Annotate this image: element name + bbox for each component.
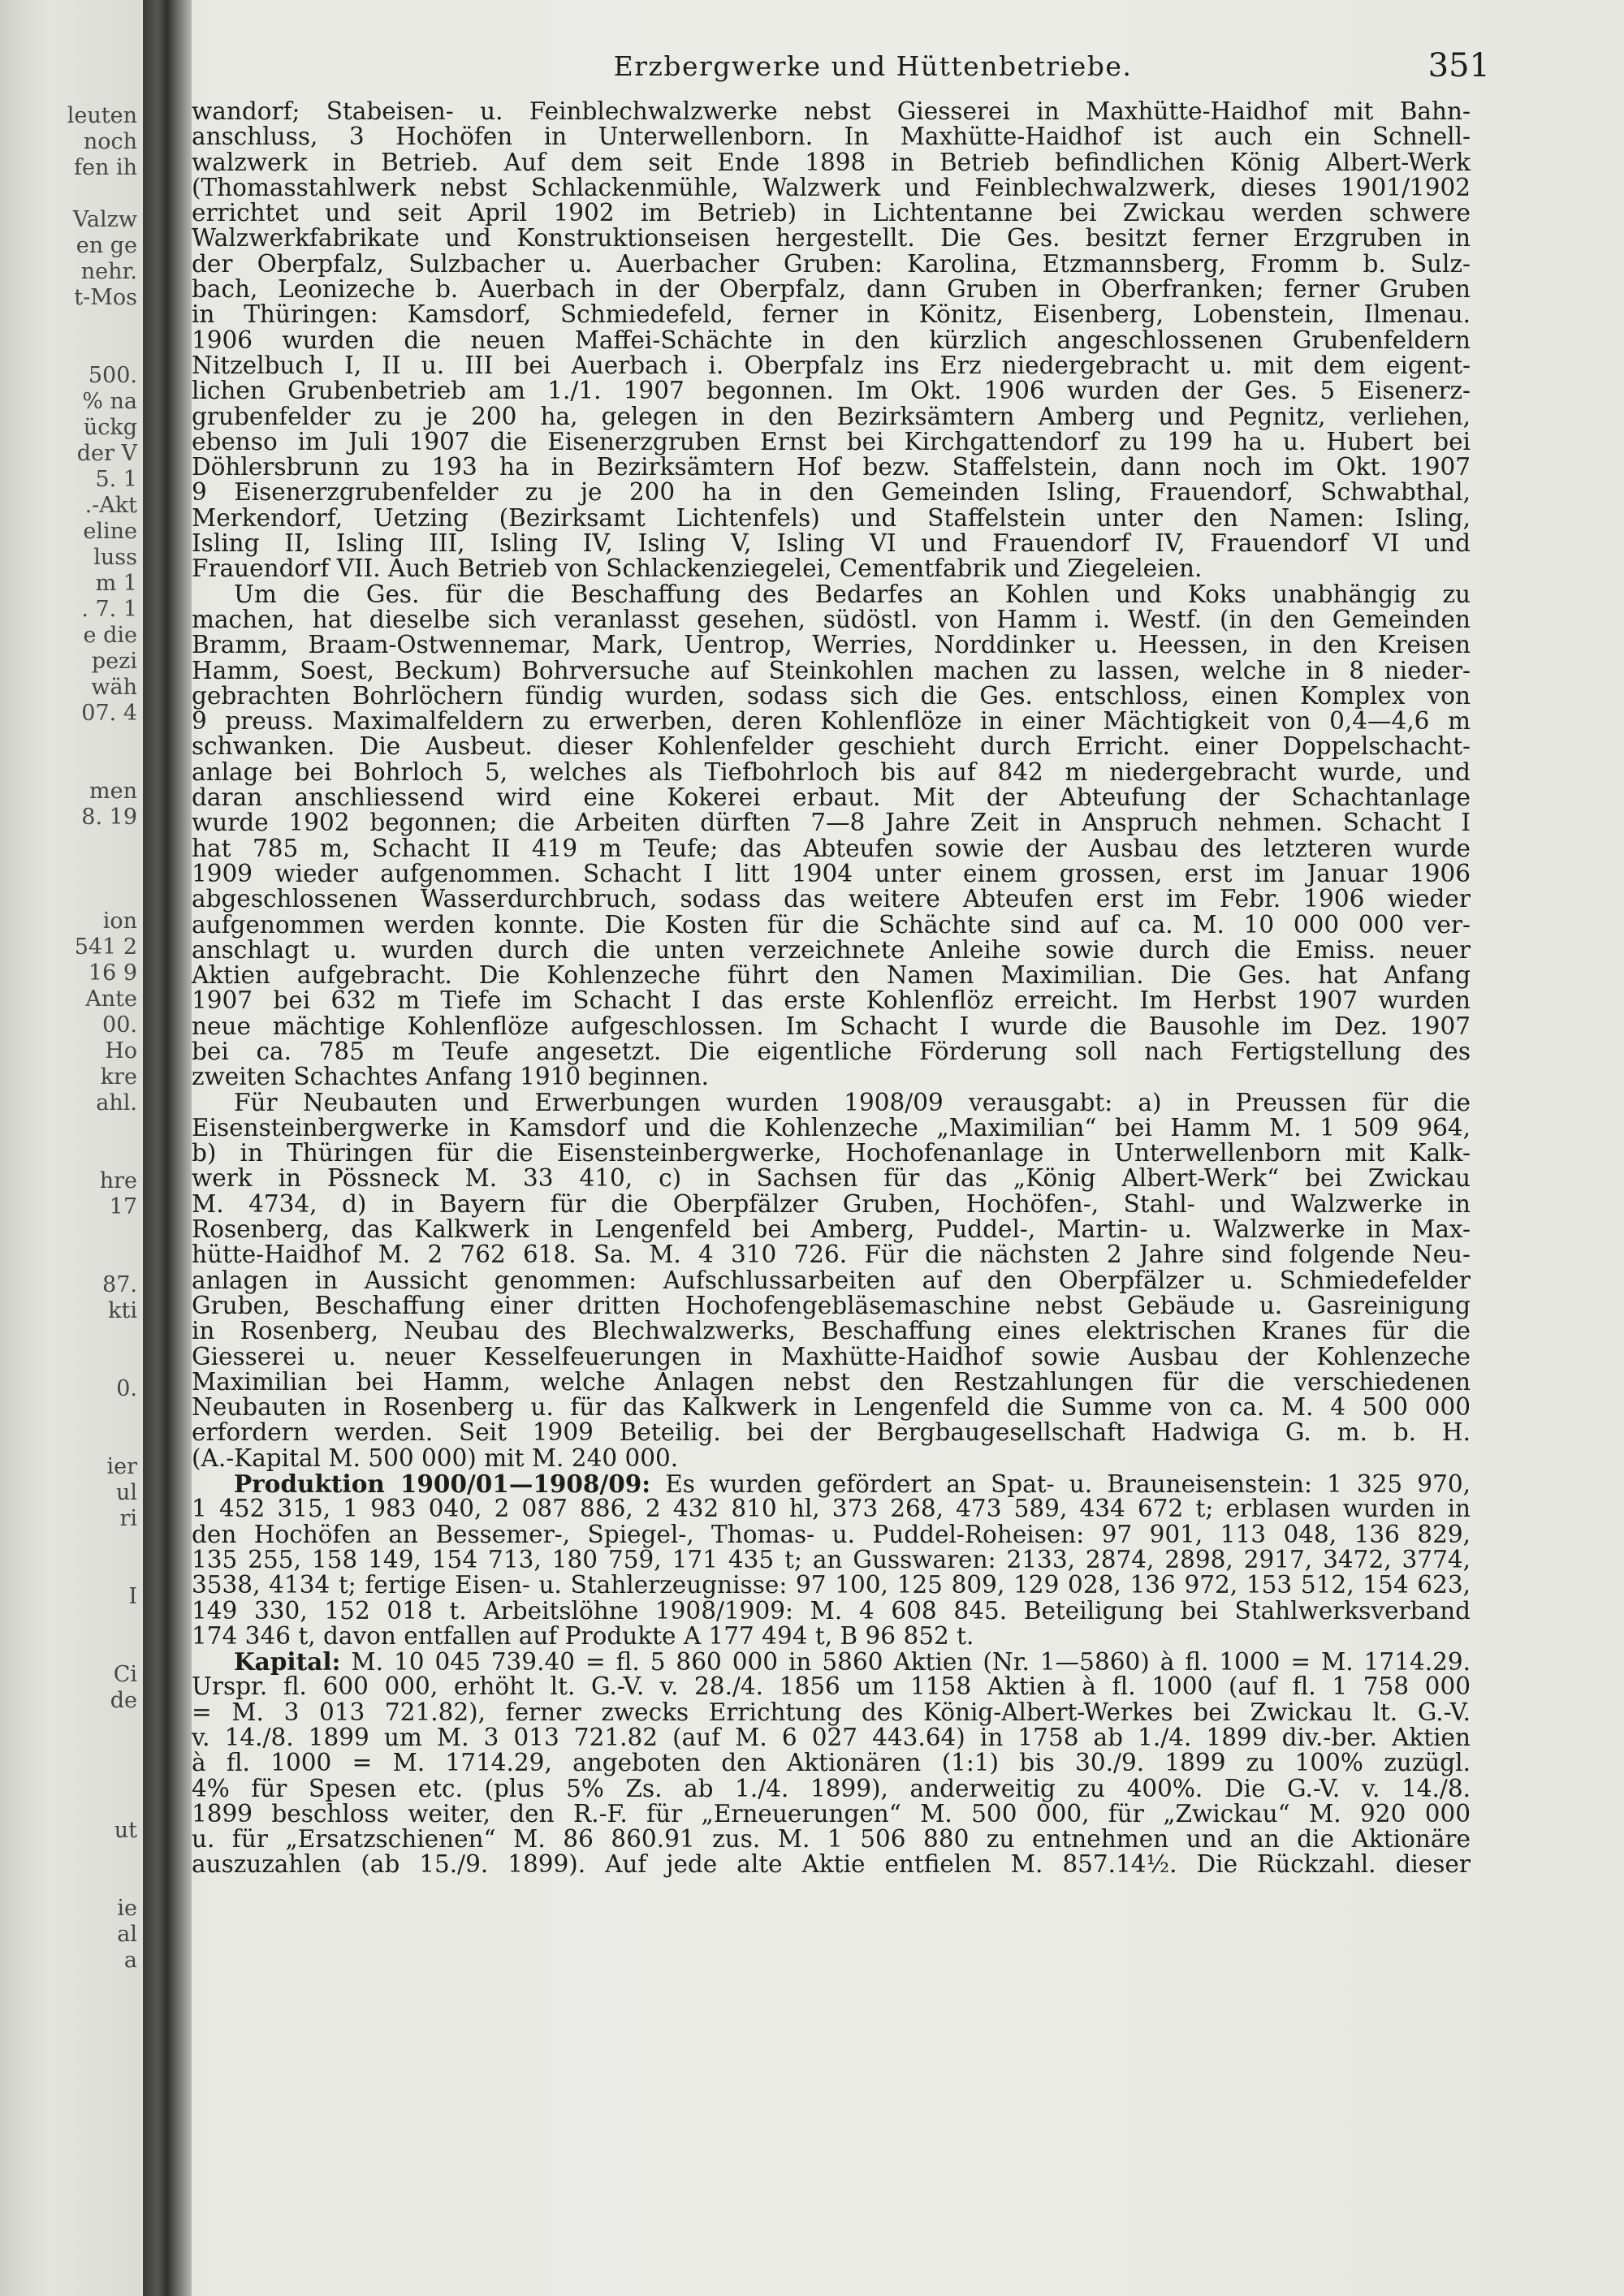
adjacent-page-text: 5. 1 bbox=[95, 467, 137, 492]
adjacent-page-text: pezi bbox=[91, 649, 137, 674]
text-line bbox=[192, 378, 1471, 404]
adjacent-page-text: 07. 4 bbox=[81, 701, 137, 726]
line-text: 3538, 4134 t; fertige Eisen- u. Stahlerzeugnisse: 97 100, 125 809, 129 028, 136 972, 153 512, 154 623, bbox=[192, 1571, 1471, 1599]
text-line bbox=[192, 681, 1471, 710]
text-line bbox=[192, 1268, 1471, 1293]
text-line bbox=[192, 1014, 1471, 1039]
text-line bbox=[192, 150, 1471, 175]
text-line bbox=[192, 480, 1471, 505]
line-text: Nitzelbuch I, II u. III bei Auerbach i. Oberpfalz ins Erz niedergebracht u. mit dem eigent- bbox=[192, 351, 1471, 379]
text-line bbox=[192, 1827, 1471, 1852]
text-line bbox=[192, 277, 1471, 302]
adjacent-page-text: al bbox=[117, 1922, 137, 1947]
line-text: in Rosenberg, Neubau des Blechwalzwerks, Beschaffung eines elektrischen Kranes für die bbox=[192, 1317, 1471, 1345]
adjacent-page-text: ul bbox=[115, 1480, 137, 1505]
text-line bbox=[192, 1725, 1471, 1750]
line-text: Rosenberg, das Kalkwerk in Lengenfeld bei Amberg, Puddel-, Martin- u. Walzwerke in Max- bbox=[192, 1215, 1471, 1244]
text-line bbox=[192, 1522, 1471, 1547]
line-text: Walzwerkfabrikate und Konstruktionseisen hergestellt. Die Ges. besitzt ferner Erzgruben in bbox=[192, 224, 1471, 252]
adjacent-page-text: de bbox=[110, 1688, 137, 1713]
text-line bbox=[192, 1166, 1471, 1191]
line-text: 1907 bei 632 m Tiefe im Schacht I das erste Kohlenflöz erreicht. Im Herbst 1907 wurden bbox=[192, 986, 1471, 1015]
text-line bbox=[192, 785, 1471, 810]
adjacent-page-text: 17 bbox=[109, 1194, 137, 1219]
line-text: Für Neubauten und Erwerbungen wurden 1908/09 verausgabt: a) in Preussen für die bbox=[234, 1088, 1471, 1116]
line-text: Neubauten in Rosenberg u. für das Kalkwerk in Lengenfeld die Summe von ca. M. 4 500 000 bbox=[192, 1393, 1471, 1422]
line-text: 1 452 315, 1 983 040, 2 087 886, 2 432 810 hl, 373 268, 473 589, 434 672 t; erblasen wurden in bbox=[192, 1495, 1471, 1523]
line-text: 9 preuss. Maximalfeldern zu erwerben, deren Kohlenflöze in einer Mächtigkeit von 0,4—4,6 m bbox=[192, 707, 1471, 736]
body-text bbox=[192, 99, 1471, 1878]
text-line bbox=[192, 1750, 1471, 1776]
adjacent-page-text: ie bbox=[117, 1896, 137, 1921]
text-line bbox=[192, 1420, 1471, 1445]
adjacent-page-text: 0. bbox=[116, 1376, 137, 1401]
adjacent-page-text: 8. 19 bbox=[81, 805, 137, 830]
line-text: Gruben, Beschaffung einer dritten Hochofengebläsemaschine nebst Gebäude u. Gasreinigung bbox=[192, 1291, 1471, 1319]
text-line bbox=[192, 1242, 1471, 1267]
line-text: Hamm, Soest, Beckum) Bohrversuche auf Steinkohlen machen zu lassen, welche in 8 nieder- bbox=[192, 656, 1471, 684]
text-line bbox=[192, 1547, 1471, 1573]
line-text: 1899 beschloss weiter, den R.-F. für „Erneuerungen“ M. 500 000, für „Zwickau“ M. 920 000 bbox=[192, 1799, 1471, 1828]
adjacent-page-text: wäh bbox=[91, 675, 137, 700]
line-text: Isling II, Isling III, Isling IV, Isling V, Isling VI und Frauendorf IV, Frauendorf VI und bbox=[192, 529, 1471, 558]
text-line bbox=[192, 935, 1471, 964]
adjacent-page-text: ückg bbox=[83, 415, 137, 440]
adjacent-page-fragment bbox=[0, 0, 142, 2296]
text-line bbox=[192, 836, 1471, 861]
adjacent-page-text: t-Mos bbox=[74, 285, 137, 310]
line-text: wurde 1902 begonnen; die Arbeiten dürften 7—8 Jahre Zeit in Anspruch nehmen. Schacht I bbox=[192, 809, 1471, 837]
adjacent-page-text: 00. bbox=[102, 1012, 137, 1038]
adjacent-page-text: ier bbox=[106, 1454, 137, 1479]
line-text: werk in Pössneck M. 33 410, c) in Sachsen für das „König Albert-Werk“ bei Zwickau bbox=[192, 1164, 1471, 1193]
line-text: lichen Grubenbetrieb am 1./1. 1907 begonnen. Im Okt. 1906 wurden der Ges. 5 Eisenerz- bbox=[192, 377, 1471, 405]
text-line bbox=[192, 582, 1471, 607]
text-line bbox=[192, 1318, 1471, 1344]
adjacent-page-text: ut bbox=[114, 1818, 137, 1843]
text-line bbox=[192, 1470, 1471, 1499]
running-title: Erzbergwerke und Hüttenbetriebe. bbox=[613, 50, 1133, 82]
text-line bbox=[192, 1799, 1471, 1828]
adjacent-page-text: fen ih bbox=[74, 155, 137, 180]
line-text: schwanken. Die Ausbeut. dieser Kohlenfelder geschieht durch Erricht. einer Doppelschacht- bbox=[192, 732, 1471, 761]
line-text: abgeschlossenen Wasserdurchbruch, sodass das weitere Abteufen erst im Febr. 1906 wieder bbox=[192, 885, 1471, 913]
book-gutter bbox=[143, 0, 192, 2296]
text-line bbox=[192, 353, 1471, 378]
text-line bbox=[192, 910, 1471, 939]
text-line bbox=[192, 1395, 1471, 1420]
text-line bbox=[192, 201, 1471, 226]
adjacent-page-text: ahl. bbox=[96, 1090, 137, 1116]
text-line bbox=[192, 1189, 1471, 1218]
adjacent-page-text: ion bbox=[102, 908, 137, 934]
adjacent-page-text: 500. bbox=[88, 363, 137, 388]
adjacent-page-text: a bbox=[123, 1948, 137, 1973]
text-line bbox=[192, 632, 1471, 658]
line-text: anlagen in Aussicht genommen: Aufschlussarbeiten auf den Oberpfälzer u. Schmiedefelder bbox=[192, 1266, 1471, 1294]
text-line bbox=[192, 1621, 1471, 1650]
text-line bbox=[192, 175, 1471, 201]
line-text: anlage bei Bohrloch 5, welches als Tiefbohrloch bis auf 842 m niedergebracht wurde, und bbox=[192, 757, 1471, 786]
text-line bbox=[192, 709, 1471, 734]
adjacent-page-text: % na bbox=[82, 389, 137, 414]
text-line bbox=[192, 1446, 1471, 1471]
line-text: (Thomasstahlwerk nebst Schlackenmühle, Walzwerk und Feinblechwalzwerk, dieses 1901/1902 bbox=[192, 173, 1471, 201]
text-line bbox=[192, 1367, 1471, 1396]
adjacent-page-text: 16 9 bbox=[88, 960, 137, 986]
line-text: v. 14./8. 1899 um M. 3 013 721.82 (auf M. 6 027 443.64) in 1758 ab 1./4. 1899 div.-ber. Aktien bbox=[192, 1724, 1471, 1751]
adjacent-page-text: men bbox=[89, 779, 137, 804]
text-line bbox=[192, 1496, 1471, 1521]
line-text: Merkendorf, Uetzing (Bezirksamt Lichtenfels) und Staffelstein unter den Namen: Isling, bbox=[192, 503, 1471, 532]
line-text: u. für „Ersatzschienen“ M. 86 860.91 zus. M. 1 506 880 zu entnehmen und an die Aktionäre bbox=[192, 1825, 1471, 1854]
line-text: Es wurden gefördert an Spat- u. Brauneisenstein: 1 325 970, bbox=[650, 1470, 1471, 1499]
text-line bbox=[192, 1039, 1471, 1064]
adjacent-page-text: kre bbox=[100, 1064, 137, 1090]
text-line bbox=[192, 607, 1471, 632]
line-text: à fl. 1000 = M. 1714.29, angeboten den Aktionären (1:1) bis 30./9. 1899 zu 100% zuzügl. bbox=[192, 1749, 1471, 1777]
line-text: 9 Eisenerzgrubenfelder zu je 200 ha in den Gemeinden Isling, Frauendorf, Schwabthal, bbox=[192, 478, 1471, 507]
line-text: erfordern werden. Seit 1909 Beteilig. bei der Bergbaugesellschaft Hadwiga G. m. b. H. bbox=[192, 1418, 1471, 1447]
line-text: Frauendorf VII. Auch Betrieb von Schlackenziegelei, Cementfabrik und Ziegeleien. bbox=[192, 555, 1203, 583]
line-text: 1909 wieder aufgenommen. Schacht I litt 1904 unter einem grossen, erst im Januar 1906 bbox=[192, 859, 1471, 887]
line-text: bei ca. 785 m Teufe angesetzt. Die eigentliche Förderung soll nach Fertigstellung des bbox=[192, 1037, 1471, 1065]
line-text: errichtet und seit April 1902 im Betrieb) in Lichtentanne bei Zwickau werden schwere bbox=[192, 199, 1471, 227]
line-text: (A.-Kapital M. 500 000) mit M. 240 000. bbox=[192, 1444, 679, 1472]
text-line bbox=[192, 556, 1471, 581]
text-line bbox=[192, 1573, 1471, 1598]
line-text: anschluss, 3 Hochöfen in Unterwellenborn. In Maxhütte-Haidhof ist auch ein Schnell- bbox=[192, 123, 1471, 151]
line-text: auszuzahlen (ab 15./9. 1899). Auf jede alte Aktie entfielen M. 857.14½. Die Rückzahl. dieser bbox=[192, 1850, 1471, 1879]
text-line bbox=[192, 1141, 1471, 1166]
adjacent-page-text: 87. bbox=[102, 1272, 137, 1297]
line-text: anschlagt u. wurden durch die unten verzeichnete Anleihe sowie durch die Emiss. neuer bbox=[192, 935, 1471, 964]
adjacent-page-text: der V bbox=[76, 441, 137, 466]
line-text: Giesserei u. neuer Kesselfeuerungen in Maxhütte-Haidhof sowie Ausbau der Kohlenzeche bbox=[192, 1342, 1471, 1370]
line-text: Maximilian bei Hamm, welche Anlagen nebst den Restzahlungen für die verschiedenen bbox=[192, 1367, 1471, 1396]
line-text: wandorf; Stabeisen- u. Feinblechwalzwerke nebst Giesserei in Maxhütte-Haidhof mit Bahn- bbox=[192, 97, 1471, 125]
line-text: zweiten Schachtes Anfang 1910 beginnen. bbox=[192, 1063, 710, 1091]
line-text: neue mächtige Kohlenflöze aufgeschlossen. Im Schacht I wurde die Bausohle im Dez. 1907 bbox=[192, 1012, 1471, 1040]
line-text: gebrachten Bohrlöchern fündig wurden, sodass sich die Ges. entschloss, einen Komplex von bbox=[192, 681, 1471, 710]
adjacent-page-text: Ho bbox=[105, 1038, 137, 1064]
line-text: in Thüringen: Kamsdorf, Schmiedefeld, ferner in Könitz, Eisenberg, Lobenstein, Ilmenau. bbox=[192, 300, 1471, 329]
line-text: Eisensteinbergwerke in Kamsdorf und die Kohlenzeche „Maximilian“ bei Hamm M. 1 509 964, bbox=[192, 1113, 1471, 1142]
line-text: der Oberpfalz, Sulzbacher u. Auerbacher Gruben: Karolina, Etzmannsberg, Fromm b. Sulz- bbox=[192, 249, 1471, 278]
text-line bbox=[192, 531, 1471, 556]
adjacent-page-text: m 1 bbox=[95, 571, 137, 596]
line-text: 149 330, 152 018 t. Arbeitslöhne 1908/1909: M. 4 608 845. Beteiligung bei Stahlwerksverband bbox=[192, 1596, 1471, 1625]
text-line bbox=[192, 1674, 1471, 1699]
line-text: 174 346 t, davon entfallen auf Produkte A 177 494 t, B 96 852 t. bbox=[192, 1621, 974, 1650]
line-text: ebenso im Juli 1907 die Eisenerzgruben Ernst bei Kirchgattendorf zu 199 ha u. Hubert bei bbox=[192, 427, 1471, 455]
text-line bbox=[192, 429, 1471, 455]
line-text: Aktien aufgebracht. Die Kohlenzeche führt den Namen Maximilian. Die Ges. hat Anfang bbox=[192, 961, 1471, 990]
line-text: 1906 wurden die neuen Maffei-Schächte in den kürzlich angeschlossenen Grubenfeldern bbox=[192, 326, 1471, 354]
text-line bbox=[192, 861, 1471, 887]
adjacent-page-text: I bbox=[128, 1584, 137, 1609]
text-line bbox=[192, 328, 1471, 353]
text-line bbox=[192, 887, 1471, 912]
text-line bbox=[192, 1064, 1471, 1090]
adjacent-page-text: noch bbox=[83, 129, 137, 154]
page-number: 351 bbox=[1427, 47, 1490, 84]
adjacent-page-text: 541 2 bbox=[74, 934, 137, 960]
text-line bbox=[192, 734, 1471, 759]
adjacent-page-text: e die bbox=[83, 623, 137, 648]
line-text: Döhlersbrunn zu 193 ha in Bezirksämtern Hof bezw. Staffelstein, dann noch im Okt. 1907 bbox=[192, 453, 1471, 481]
line-text: 4% für Spesen etc. (plus 5% Zs. ab 1./4. 1899), anderweitig zu 400%. Die G.-V. v. 14./8. bbox=[192, 1774, 1471, 1802]
text-line bbox=[192, 404, 1471, 429]
line-text: hütte-Haidhof M. 2 762 618. Sa. M. 4 310 726. Für die nächsten 2 Jahre sind folgende Neu- bbox=[192, 1241, 1471, 1269]
text-line bbox=[192, 302, 1471, 327]
section-label: Kapital: bbox=[234, 1647, 341, 1677]
adjacent-page-text: hre bbox=[99, 1168, 137, 1193]
text-line bbox=[192, 1090, 1471, 1116]
text-line bbox=[192, 1596, 1471, 1625]
adjacent-page-text: en ge bbox=[76, 233, 137, 258]
line-text: = M. 3 013 721.82), ferner zwecks Errichtung des König-Albert-Werkes bei Zwickau lt. G.-V. bbox=[192, 1698, 1471, 1726]
text-line bbox=[192, 503, 1471, 532]
adjacent-page-text: .-Akt bbox=[84, 493, 137, 518]
text-line bbox=[192, 1344, 1471, 1370]
adjacent-page-text: Valzw bbox=[72, 207, 137, 232]
line-text: bach, Leonizeche b. Auerbach in der Oberpfalz, dann Gruben in Oberfranken; ferner Gruben bbox=[192, 275, 1471, 304]
text-line bbox=[192, 810, 1471, 835]
adjacent-page-text: kti bbox=[108, 1298, 137, 1323]
adjacent-page-text: eline bbox=[83, 519, 137, 544]
line-text: machen, hat dieselbe sich veranlasst gesehen, südöstl. von Hamm i. Westf. (in den Gemeinden bbox=[192, 605, 1471, 633]
line-text: Um die Ges. für die Beschaffung des Bedarfes an Kohlen und Koks unabhängig zu bbox=[234, 580, 1471, 608]
adjacent-page-text: Ante bbox=[85, 986, 137, 1012]
text-line bbox=[192, 1647, 1471, 1677]
line-text: walzwerk in Betrieb. Auf dem seit Ende 1898 in Betrieb befindlichen König Albert-Werk bbox=[192, 148, 1471, 176]
text-line bbox=[192, 249, 1471, 278]
line-text: M. 10 045 739.40 = fl. 5 860 000 in 5860 Aktien (Nr. 1—5860) à fl. 1000 = M. 1714.29. bbox=[340, 1648, 1471, 1677]
line-text: M. 4734, d) in Bayern für die Oberpfälzer Gruben, Hochöfen-, Stahl- und Walzwerke in bbox=[192, 1189, 1471, 1218]
line-text: Bramm, Braam-Ostwennemar, Mark, Uentrop, Werries, Norddinker u. Heessen, in den Kreisen bbox=[192, 631, 1471, 659]
line-text: grubenfelder zu je 200 ha, gelegen in den Bezirksämtern Amberg und Pegnitz, verliehen, bbox=[192, 402, 1471, 430]
adjacent-page-text: luss bbox=[93, 545, 137, 570]
text-line bbox=[192, 1293, 1471, 1318]
section-label: Produktion 1900/01—1908/09: bbox=[234, 1470, 651, 1499]
adjacent-page-text: nehr. bbox=[80, 259, 137, 284]
text-line bbox=[192, 99, 1471, 124]
text-line bbox=[192, 1217, 1471, 1242]
line-text: 135 255, 158 149, 154 713, 180 759, 171 435 t; an Gusswaren: 2133, 2874, 2898, 2917, 3472, 3774, bbox=[192, 1545, 1471, 1573]
adjacent-page-text: Ci bbox=[113, 1662, 137, 1687]
text-line bbox=[192, 1700, 1471, 1725]
line-text: den Hochöfen an Bessemer-, Spiegel-, Thomas- u. Puddel-Roheisen: 97 901, 113 048, 136 829, bbox=[192, 1520, 1471, 1548]
line-text: b) in Thüringen für die Eisensteinbergwerke, Hochofenanlage in Unterwellenborn mit Kalk- bbox=[192, 1139, 1471, 1167]
text-line bbox=[192, 124, 1471, 149]
line-text: Urspr. fl. 600 000, erhöht lt. G.-V. v. 28./4. 1856 um 1158 Aktien à fl. 1000 (auf fl. 1 758 000 bbox=[192, 1672, 1471, 1701]
text-line bbox=[192, 1113, 1471, 1142]
text-line bbox=[192, 963, 1471, 988]
line-text: daran anschliessend wird eine Kokerei erbaut. Mit der Abteufung der Schachtanlage bbox=[192, 783, 1471, 812]
adjacent-page-text: leuten bbox=[67, 103, 137, 128]
adjacent-page-text: ri bbox=[119, 1506, 137, 1531]
text-line bbox=[192, 757, 1471, 786]
text-line bbox=[192, 658, 1471, 684]
text-line bbox=[192, 1776, 1471, 1802]
text-line bbox=[192, 988, 1471, 1013]
line-text: aufgenommen werden konnte. Die Kosten für die Schächte sind auf ca. M. 10 000 000 ver- bbox=[192, 910, 1471, 939]
line-text: hat 785 m, Schacht II 419 m Teufe; das Abteufen sowie der Ausbau des letzteren wurde bbox=[192, 834, 1471, 862]
text-line bbox=[192, 226, 1471, 251]
text-line bbox=[192, 1852, 1471, 1877]
adjacent-page-text: . 7. 1 bbox=[81, 597, 137, 622]
text-line bbox=[192, 455, 1471, 480]
